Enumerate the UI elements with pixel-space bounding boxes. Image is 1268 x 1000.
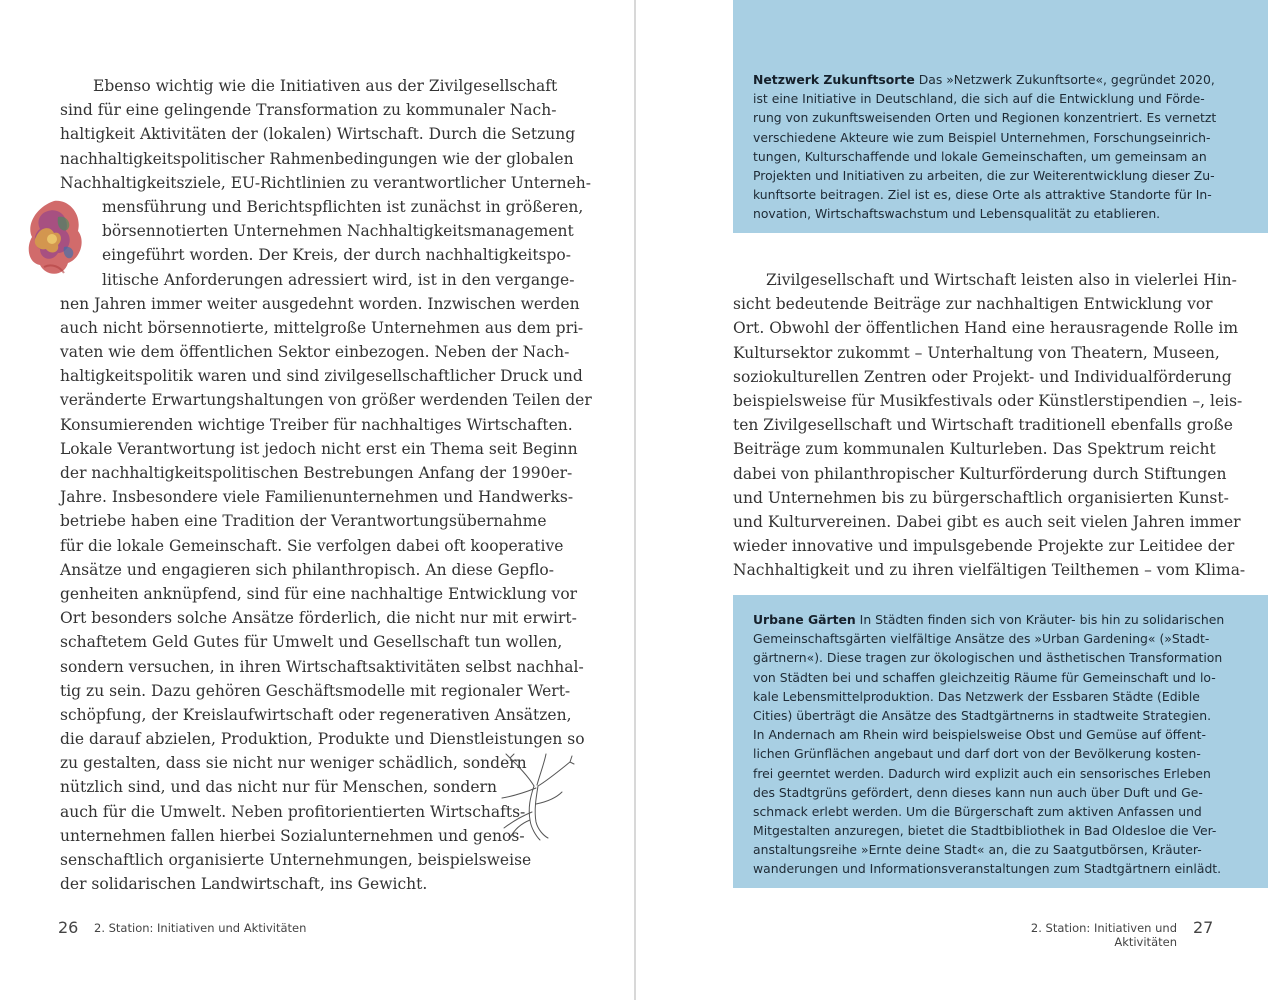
left-line-2: sind für eine gelingende Transformation zu kommunaler Nach-	[60, 101, 557, 120]
right-body-text	[733, 268, 1246, 582]
infobox-netzwerk-line-2: ist eine Initiative in Deutschland, die sich auf die Entwicklung und Förde-	[753, 91, 1205, 107]
infobox-urbane-line-3: gärtnern«). Diese tragen zur ökologischen und ästhetischen Transformation	[753, 650, 1223, 666]
infobox-urbane-line-8: lichen Grünflächen angebaut und darf dort von der Bevölkerung kosten-	[753, 746, 1201, 762]
left-line-9: litische Anforderungen adressiert wird, ist in den vergange-	[102, 270, 575, 289]
left-line-24: schaftetem Geld Gutes für Umwelt und Gesellschaft tun wollen,	[60, 633, 563, 652]
left-line-29: zu gestalten, dass sie nicht nur weniger schädlich, sondern	[60, 754, 527, 773]
left-page-number: 26	[58, 918, 79, 937]
infobox-urbane-line-9: frei geerntet werden. Dadurch wird explizit auch ein sensorisches Erleben	[753, 765, 1211, 781]
right-line-10: und Unternehmen bis zu bürgerschaftlich organisierten Kunst-	[733, 488, 1229, 507]
right-line-2: sicht bedeutende Beiträge zur nachhaltigen Entwicklung vor	[733, 295, 1213, 314]
right-line-7: ten Zivilgesellschaft und Wirtschaft traditionell ebenfalls große	[733, 416, 1233, 435]
infobox-netzwerk-line-3: rung von zukunftsweisenden Orten und Regionen konzentriert. Es vernetzt	[753, 110, 1217, 126]
left-line-15: Konsumierenden wichtige Treiber für nachhaltiges Wirtschaften.	[60, 415, 573, 434]
infobox-urbane-line-13: anstaltungsreihe »Ernte deine Stadt« an, die zu Saatgutbörsen, Kräuter-	[753, 842, 1202, 858]
left-line-6: mensführung und Berichtspflichten ist zunächst in größeren,	[102, 197, 584, 216]
infobox-urbane-title: Urbane Gärten	[753, 612, 856, 627]
right-line-5: soziokulturellen Zentren oder Projekt- und Individualförderung	[733, 367, 1232, 386]
infobox-urbane-line-4: von Städten bei und schaffen gleichzeitig Räume für Gemeinschaft und lo-	[753, 669, 1216, 685]
right-line-3: Ort. Obwohl der öffentlichen Hand eine herausragende Rolle im	[733, 319, 1239, 338]
sketched-figure-illustration	[500, 752, 575, 844]
left-line-32: unternehmen fallen hierbei Sozialunternehmen und genos-	[60, 826, 525, 845]
left-line-18: Jahre. Insbesondere viele Familienunternehmen und Handwerks-	[60, 488, 574, 507]
infobox-netzwerk-line-8: novation, Wirtschaftswachstum und Lebensqualität zu etablieren.	[753, 206, 1161, 222]
infobox-urbane-line-6: Cities) überträgt die Ansätze des Stadtgärtnerns in stadtweite Strategien.	[753, 707, 1212, 723]
left-line-11: auch nicht börsennotierte, mittelgroße Unternehmen aus dem pri-	[60, 318, 584, 337]
left-line-16: Lokale Verantwortung ist jedoch nicht erst ein Thema seit Beginn	[60, 439, 578, 458]
left-line-26: tig zu sein. Dazu gehören Geschäftsmodelle mit regionaler Wert-	[60, 681, 571, 700]
infobox-netzwerk-line-5: tungen, Kulturschaffende und lokale Gemeinschaften, um gemeinsam an	[753, 148, 1207, 164]
right-line-8: Beiträge zum kommunalen Kulturleben. Das Spektrum reicht	[733, 440, 1216, 459]
left-line-8: eingeführt worden. Der Kreis, der durch nachhaltigkeitspo-	[102, 246, 571, 265]
left-line-20: für die lokale Gemeinschaft. Sie verfolgen dabei oft kooperative	[60, 536, 564, 555]
left-line-27: schöpfung, der Kreislaufwirtschaft oder regenerativen Ansätzen,	[60, 705, 572, 724]
left-line-28: die darauf abzielen, Produktion, Produkte und Dienstleistungen so	[60, 730, 585, 749]
left-line-34: der solidarischen Landwirtschaft, ins Gewicht.	[60, 875, 428, 894]
left-line-7: börsennotierten Unternehmen Nachhaltigkeitsmanagement	[102, 222, 574, 241]
left-line-21: Ansätze und engagieren sich philanthropisch. An diese Gepflo-	[60, 560, 554, 579]
left-line-1: Ebenso wichtig wie die Initiativen aus der Zivilgesellschaft	[93, 77, 558, 95]
infobox-urbane-line-2: Gemeinschaftsgärten vielfältige Ansätze des »Urban Gardening« (»Stadt-	[753, 631, 1210, 647]
left-line-30: nützlich sind, und das nicht nur für Menschen, sondern	[60, 778, 497, 797]
right-line-11: und Kulturvereinen. Dabei gibt es auch seit vielen Jahren immer	[733, 512, 1241, 531]
left-line-10: nen Jahren immer weiter ausgedehnt worden. Inzwischen werden	[60, 294, 580, 313]
right-line-12: wieder innovative und impulsgebende Projekte zur Leitidee der	[733, 537, 1235, 556]
left-line-33: senschaftlich organisierte Unternehmungen, beispielsweise	[60, 851, 532, 869]
right-page	[636, 0, 1268, 1000]
right-line-9: dabei von philanthropischer Kulturförderung durch Stiftungen	[733, 464, 1227, 483]
left-body-text	[60, 74, 592, 896]
left-line-22: genheiten anknüpfend, sind für eine nachhaltige Entwicklung vor	[60, 584, 578, 603]
infobox-urbane-line-7: In Andernach am Rhein wird beispielsweise Obst und Gemüse auf öffent-	[753, 727, 1207, 743]
infobox-netzwerk-title: Netzwerk Zukunftsorte	[753, 72, 915, 87]
right-line-4: Kultursektor zukommt – Unterhaltung von Theatern, Museen,	[733, 343, 1220, 362]
infobox-netzwerk-content	[753, 70, 1217, 224]
infobox-netzwerk-zukunftsorte	[733, 0, 1268, 233]
infobox-urbane-line-5: kale Lebensmittelproduktion. Das Netzwerk der Essbaren Städte (Edible	[753, 688, 1200, 704]
infobox-netzwerk-first-line	[753, 70, 1215, 89]
left-line-23: Ort besonders solche Ansätze förderlich, die nicht nur mit erwirt-	[60, 609, 577, 628]
infobox-urbane-first-text: In Städten finden sich von Kräuter- bis hin zu solidarischen	[855, 612, 1225, 627]
left-line-25: sondern versuchen, in ihren Wirtschaftsaktivitäten selbst nachhal-	[60, 657, 584, 676]
left-line-19: betriebe haben eine Tradition der Verantwortungsübernahme	[60, 512, 547, 531]
left-line-4: nachhaltigkeitspolitischer Rahmenbedingungen wie der globalen	[60, 149, 574, 168]
right-line-6: beispielsweise für Musikfestivals oder Künstlerstipendien –, leis-	[733, 391, 1243, 410]
left-line-12: vaten wie dem öffentlichen Sektor einbezogen. Neben der Nach-	[60, 343, 570, 362]
right-line-1: Zivilgesellschaft und Wirtschaft leisten also in vielerlei Hin-	[766, 271, 1237, 289]
left-line-31: auch für die Umwelt. Neben profitorientierten Wirtschafts-	[60, 802, 526, 821]
right-line-13: Nachhaltigkeit und zu ihren vielfältigen Teilthemen – vom Klima-	[733, 561, 1246, 580]
left-line-13: haltigkeitspolitik waren und sind zivilgesellschaftlicher Druck und	[60, 367, 583, 386]
infobox-netzwerk-line-7: kunftsorte beitragen. Ziel ist es, diese Orte als attraktive Standorte für In-	[753, 187, 1212, 203]
infobox-urbane-line-10: des Stadtgrüns gefördert, denn dieses kann nun auch über Duft und Ge-	[753, 784, 1203, 800]
infobox-urbane-gaerten	[733, 595, 1268, 888]
right-page-number: 27	[1193, 918, 1214, 937]
infobox-urbane-line-12: Mitgestalten anzuregen, bietet die Stadtbibliothek in Bad Oldesloe die Ver-	[753, 823, 1217, 839]
infobox-netzwerk-line-6: Projekten und Initiativen zu arbeiten, die zur Weiterentwicklung dieser Zu-	[753, 167, 1215, 183]
infobox-netzwerk-line-4: verschiedene Akteure wie zum Beispiel Unternehmen, Forschungseinrich-	[753, 129, 1211, 145]
left-line-14: veränderte Erwartungshaltungen von größer werdenden Teilen der	[60, 391, 592, 410]
left-line-3: haltigkeit Aktivitäten der (lokalen) Wirtschaft. Durch die Setzung	[60, 125, 576, 144]
infobox-urbane-first-line	[753, 610, 1225, 629]
infobox-netzwerk-first-text: Das »Netzwerk Zukunftsorte«, gegründet 2020,	[914, 72, 1215, 87]
left-running-head: 2. Station: Initiativen und Aktivitäten	[94, 921, 307, 935]
left-line-17: der nachhaltigkeitspolitischen Bestrebungen Anfang der 1990er-	[60, 464, 573, 482]
left-line-5: Nachhaltigkeitsziele, EU-Richtlinien zu verantwortlicher Unterneh-	[60, 173, 591, 192]
infobox-urbane-line-11: schmack erlebt werden. Um die Bürgerschaft zum aktiven Anfassen und	[753, 803, 1202, 819]
infobox-urbane-content	[753, 610, 1225, 879]
infobox-urbane-line-14: wanderungen und Informationsveranstaltungen zum Stadtgärtnern einlädt.	[753, 861, 1222, 877]
right-running-head: 2. Station: Initiativen und Aktivitäten	[1030, 921, 1177, 949]
